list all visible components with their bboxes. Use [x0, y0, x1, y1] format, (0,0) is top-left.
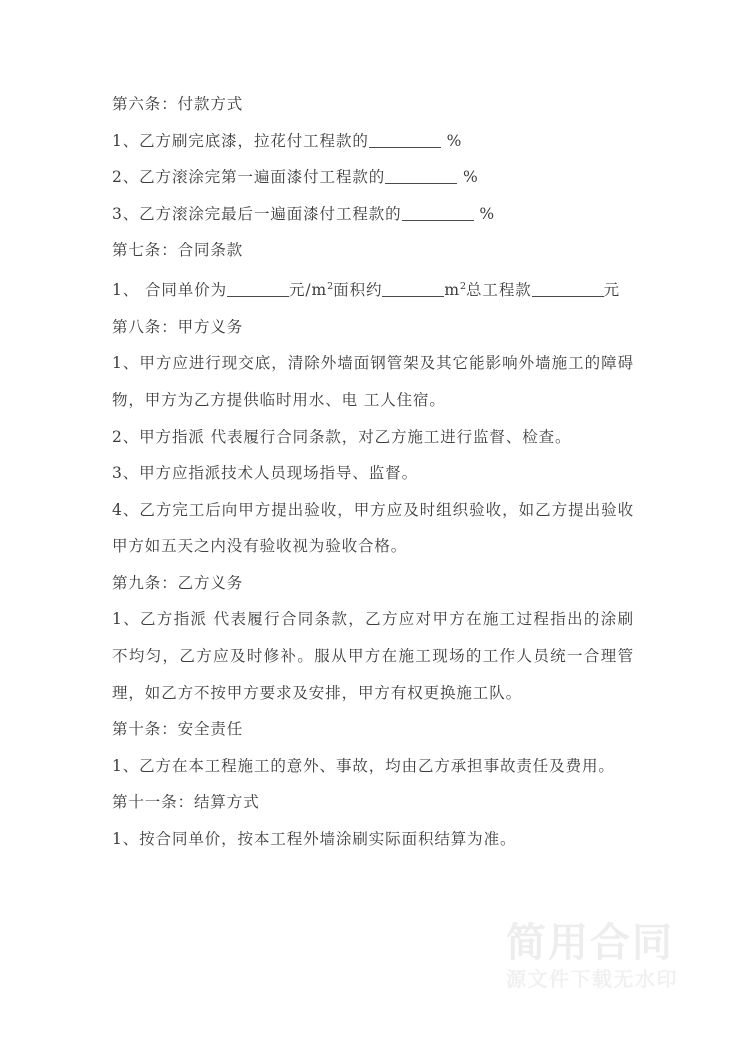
clause-art6-item1	[112, 123, 634, 160]
clause-art8-item3: 3、甲方应指派技术人员现场指导、监督。	[112, 464, 418, 483]
document-text-body	[112, 86, 634, 858]
watermark	[506, 922, 706, 992]
clause-art6-item3-text: 3、乙方滚涂完最后一遍面漆付工程款的	[112, 204, 402, 223]
clause-art11-item1: 1、按合同单价，按本工程外墙涂刷实际面积结算为准。	[112, 830, 517, 849]
clause-art6-item2	[112, 159, 634, 196]
fill-blank-art6-item1[interactable]	[369, 147, 441, 148]
clause-art6-item1-text: 1、乙方刷完底漆，拉花付工程款的	[112, 131, 369, 150]
clause-art6-item1-suffix: %	[440, 131, 463, 150]
fill-blank-area[interactable]	[382, 296, 444, 297]
clause-art8-item4: 4、乙方完工后向甲方提出验收，甲方应及时组织验收，如乙方提出验收甲方如五天之内没有验收视为验收合格。	[112, 500, 634, 556]
clause-art6-item2-suffix: %	[457, 168, 479, 187]
section-heading-article-10: 第十条：安全责任	[112, 720, 244, 739]
clause-art6-item3	[112, 196, 634, 233]
fill-blank-unit-price[interactable]	[227, 296, 289, 297]
clause-art7-seg2: 元/m	[289, 281, 328, 300]
fill-blank-art6-item3[interactable]	[402, 220, 474, 221]
clause-art6-item2-text: 2、乙方滚涂完第一遍面漆付工程款的	[112, 168, 386, 187]
section-heading-article-9: 第九条：乙方义务	[112, 573, 244, 592]
section-heading-article-11: 第十一条：结算方式	[112, 793, 260, 812]
section-heading-article-6: 第六条：付款方式	[112, 95, 244, 113]
clause-art8-item1: 1、甲方应进行现交底，清除外墙面钢管架及其它能影响外墙施工的障碍物，甲方为乙方提供临时用水、电 工人住宿。	[112, 354, 634, 409]
clause-art7-seg3: 面积约	[333, 281, 383, 300]
clause-art6-item3-suffix: %	[473, 204, 496, 223]
clause-art7-seg4: m	[444, 281, 460, 300]
clause-art7-item1	[112, 269, 634, 309]
clause-art7-seg5: 总工程款	[466, 281, 532, 300]
clause-art7-seg6: 元	[603, 281, 621, 300]
clause-art9-item1: 1、乙方指派 代表履行合同条款，乙方应对甲方在施工过程指出的涂刷不均匀，乙方应及时修补。服从甲方在施工现场的工作人员统一合理管理，如乙方不按甲方要求及安排，甲方有权更换施工队。	[112, 610, 634, 702]
clause-art8-item2: 2、甲方指派 代表履行合同条款，对乙方施工进行监督、检查。	[112, 427, 572, 446]
section-heading-article-7: 第七条：合同条款	[112, 241, 244, 260]
watermark-tagline-text: 源文件下载无水印	[506, 967, 678, 991]
fill-blank-total-amount[interactable]	[532, 296, 604, 297]
superscript-square-2: 2	[459, 280, 467, 292]
section-heading-article-8: 第八条：甲方义务	[112, 317, 244, 336]
clause-art10-item1: 1、乙方在本工程施工的意外、事故，均由乙方承担事故责任及费用。	[112, 756, 615, 775]
fill-blank-art6-item2[interactable]	[385, 183, 457, 184]
watermark-brand-text: 简用合同	[506, 920, 674, 966]
clause-art7-seg1: 1、 合同单价为	[112, 281, 227, 300]
superscript-square-1: 2	[327, 280, 334, 292]
